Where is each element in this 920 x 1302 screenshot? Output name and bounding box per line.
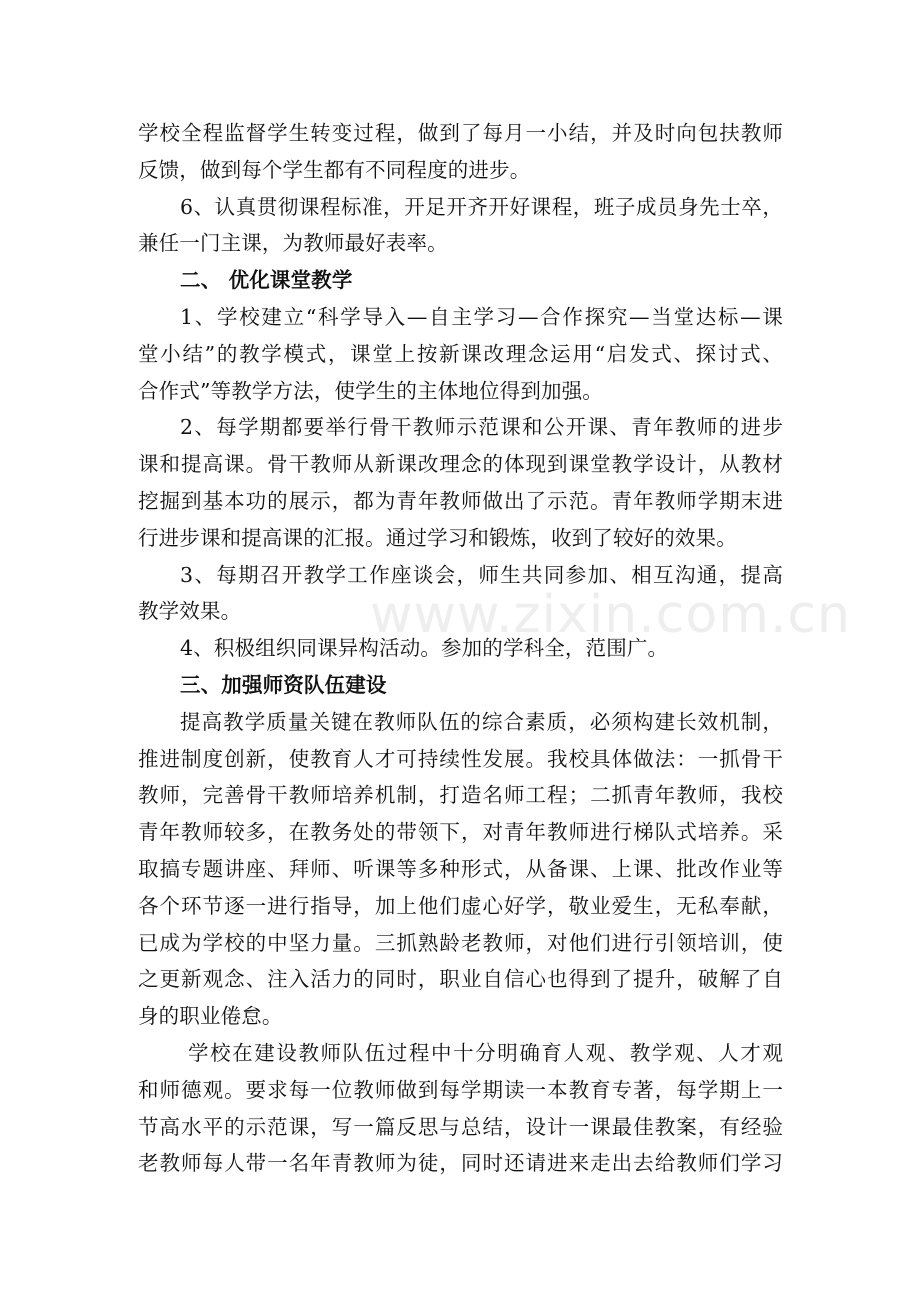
- text-line: 提高教学质量关键在教师队伍的综合素质，必须构建长效机制，: [180, 709, 783, 734]
- text-line: 学校在建设教师队伍过程中十分明确育人观、教学观、人才观: [188, 1040, 783, 1065]
- paragraph: [138, 189, 783, 263]
- paragraph: [138, 704, 783, 1035]
- text-line: 之更新观念、注入活力的同时，职业自信心也得到了提升，破解了自: [138, 967, 783, 992]
- text-line: 节高水平的示范课，写一篇反思与总结，设计一课最佳教案，有经验: [138, 1114, 783, 1139]
- section-heading: [138, 262, 783, 299]
- text-line: 教师，完善骨干教师培养机制，打造名师工程；二抓青年教师，我校: [138, 783, 783, 808]
- text-line: 推进制度创新，使教育人才可持续性发展。我校具体做法：一抓骨干: [138, 746, 783, 771]
- paragraph: [138, 409, 783, 556]
- text-line: 4、积极组织同课异构活动。参加的学科全，范围广。: [180, 636, 669, 661]
- text-line: 教学效果。: [138, 599, 242, 624]
- text-line: 行进步课和提高课的汇报。通过学习和锻炼，收到了较好的效果。: [138, 525, 737, 550]
- text-line: 课和提高课。骨干教师从新课改理念的体现到课堂教学设计，从教材: [138, 452, 783, 477]
- paragraph: [138, 1035, 783, 1182]
- text-line: 老教师每人带一名年青教师为徒，同时还请进来走出去给教师们学习: [138, 1151, 783, 1176]
- text-line: 堂小结”的教学模式，课堂上按新课改理念运用“启发式、探讨式、: [138, 341, 783, 366]
- text-line: 兼任一门主课，为教师最好表率。: [138, 231, 448, 256]
- text-line: 2、每学期都要举行骨干教师示范课和公开课、青年教师的进步: [180, 415, 783, 440]
- paragraph: [138, 557, 783, 631]
- text-line: 和师德观。要求每一位教师做到每学期读一本教育专著，每学期上一: [138, 1077, 783, 1102]
- text-line: 身的职业倦怠。: [138, 1004, 283, 1029]
- text-line: 各个环节逐一进行指导，加上他们虚心好学，敬业爱生，无私奉献，: [138, 893, 783, 918]
- text-line: 学校全程监督学生转变过程，做到了每月一小结，并及时向包扶教师: [138, 121, 783, 145]
- section-heading-text: 二、 优化课堂教学: [180, 268, 353, 293]
- text-line: 1、学校建立“科学导入—自主学习—合作探究—当堂达标—课: [180, 304, 783, 329]
- text-line: 合作式”等教学方法，使学生的主体地位得到加强。: [138, 378, 603, 403]
- paragraph: [138, 115, 783, 189]
- text-line: 反馈，做到每个学生都有不同程度的进步。: [138, 157, 531, 182]
- text-line: 挖掘到基本功的展示，都为青年教师做出了示范。青年教师学期末进: [138, 488, 783, 513]
- section-heading-text: 三、加强师资队伍建设: [180, 672, 387, 697]
- section-heading: [138, 667, 783, 704]
- text-line: 3、每期召开教学工作座谈会，师生共同参加、相互沟通，提高: [180, 562, 783, 587]
- paragraph: [138, 630, 783, 667]
- document-body: [138, 115, 783, 1182]
- text-line: 取搞专题讲座、拜师、听课等多种形式，从备课、上课、批改作业等: [138, 856, 783, 881]
- text-line: 已成为学校的中坚力量。三抓熟龄老教师，对他们进行引领培训，使: [138, 930, 783, 955]
- watermark: www.zixin.com.cn: [370, 585, 851, 645]
- text-line: 青年教师较多，在教务处的带领下，对青年教师进行梯队式培养。采: [138, 820, 783, 845]
- paragraph: [138, 299, 783, 409]
- text-line: 6、认真贯彻课程标准，开足开齐开好课程，班子成员身先士卒，: [180, 194, 783, 219]
